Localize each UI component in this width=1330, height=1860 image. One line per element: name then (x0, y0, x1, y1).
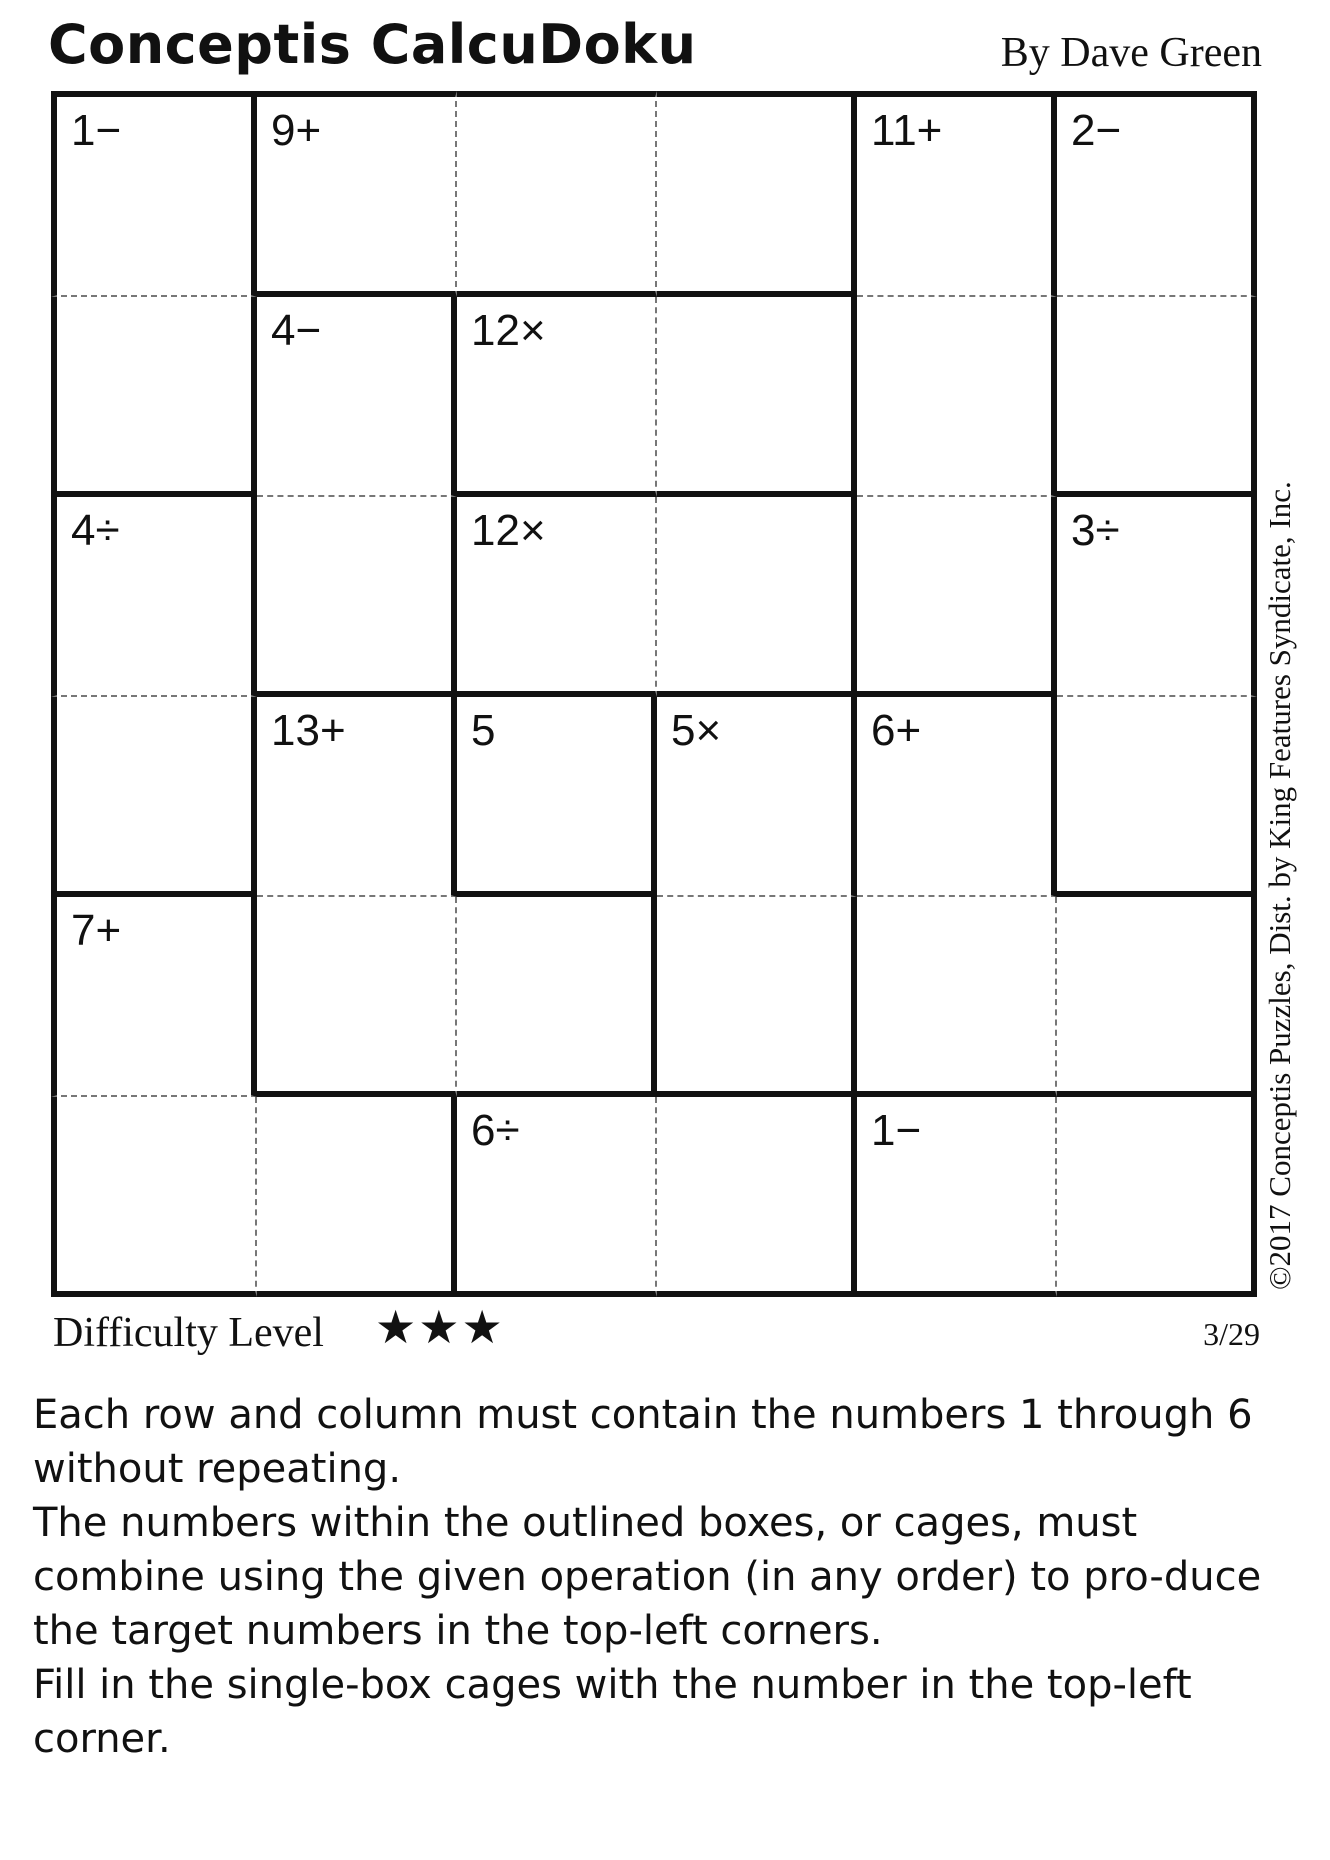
instruction-single-cages: Fill in the single-box cages with the number in the top-left corner. (33, 1662, 1192, 1762)
grid-cell[interactable] (1057, 1097, 1257, 1297)
grid-cell[interactable] (1057, 297, 1257, 497)
grid-cell[interactable] (857, 297, 1057, 497)
copyright-notice: ©2017 Conceptis Puzzles, Dist. by King Features Syndicate, Inc. (1262, 481, 1297, 1290)
grid-cell[interactable] (857, 897, 1057, 1097)
grid-cell[interactable] (257, 897, 457, 1097)
cage-clue: 1− (871, 1106, 922, 1155)
cage-clue: 7+ (71, 906, 122, 955)
grid-cell[interactable] (1057, 697, 1257, 897)
cage-clue: 9+ (271, 106, 322, 155)
cage-clue: 11+ (871, 106, 943, 155)
instructions (33, 1388, 1303, 1766)
grid-cell[interactable] (657, 1097, 857, 1297)
cage-clue: 5× (671, 706, 722, 755)
cage-clue: 13+ (271, 706, 346, 755)
grid-cell[interactable] (657, 497, 857, 697)
difficulty-label: Difficulty Level (53, 1310, 324, 1356)
grid-cell[interactable] (857, 497, 1057, 697)
grid-cell[interactable] (51, 1097, 257, 1297)
cage-clue: 4− (271, 306, 322, 355)
grid-cell[interactable] (51, 297, 257, 497)
cage-clue: 1− (71, 106, 122, 155)
grid-cell[interactable] (457, 897, 657, 1097)
cage-clue: 4÷ (71, 506, 120, 555)
cage-clue: 6÷ (471, 1106, 520, 1155)
author-byline: By Dave Green (1000, 30, 1262, 76)
difficulty-stars-icon: ★★★ (375, 1300, 505, 1354)
instruction-rows-columns: Each row and column must contain the numbers 1 through 6 without repeating. (33, 1392, 1253, 1492)
grid-cell[interactable] (657, 297, 857, 497)
cage-clue: 12× (471, 306, 546, 355)
grid-cell[interactable] (657, 91, 857, 297)
cage-clue: 5 (471, 706, 496, 755)
grid-cell[interactable] (657, 897, 857, 1097)
puzzle-date: 3/29 (1203, 1316, 1260, 1352)
grid-cell[interactable] (257, 1097, 457, 1297)
grid-cell[interactable] (257, 497, 457, 697)
grid-cell[interactable] (51, 697, 257, 897)
instruction-cages: The numbers within the outlined boxes, or cages, must combine using the given operation (in any order) to pro-duce the target numbers in the top-left corners. (33, 1500, 1262, 1654)
grid-cell[interactable] (1057, 897, 1257, 1097)
cage-clue: 3÷ (1071, 506, 1120, 555)
cage-clue: 2− (1071, 106, 1122, 155)
puzzle-grid (57, 97, 1257, 1297)
grid-cell[interactable] (457, 91, 657, 297)
cage-clue: 6+ (871, 706, 922, 755)
cage-clue: 12× (471, 506, 546, 555)
brand-title: Conceptis CalcuDoku (48, 13, 697, 76)
